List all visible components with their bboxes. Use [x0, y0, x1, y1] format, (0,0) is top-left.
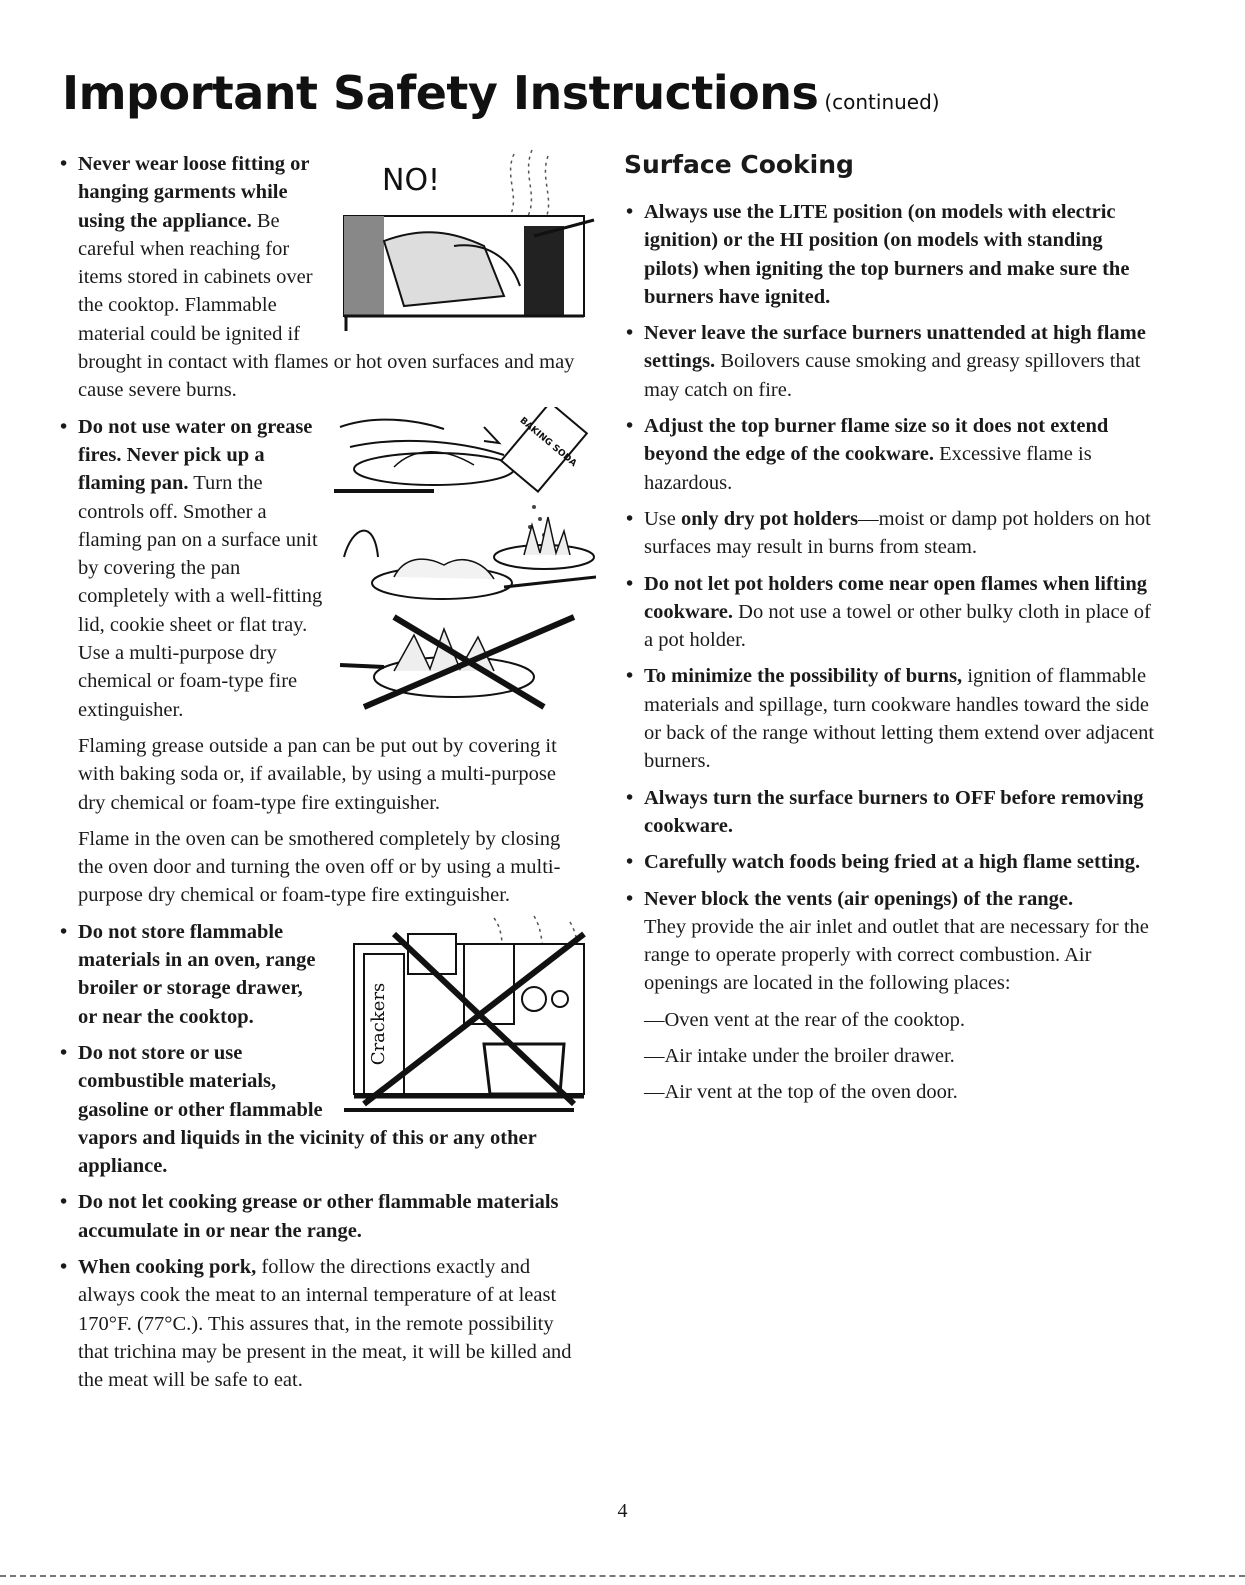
grease-fire-illustration: [334, 407, 596, 727]
oven-fire-paragraph: Flame in the oven can be smothered completely by closing the oven door and turning the oven off or by using a multi-purpose dry chemical or foam-type fire extinguisher.: [78, 827, 561, 907]
item-heading: Do not let cooking grease or other flammable materials accumulate in or near the range.: [78, 1191, 559, 1242]
safety-item-pot-holders-flames: [624, 570, 1162, 655]
bullet-icon: •: [626, 322, 634, 345]
bullet-icon: •: [60, 1041, 68, 1064]
item-text: Excessive flame is hazardous.: [644, 443, 1092, 494]
item-heading: Do not store or use combustible materials, gasoline or other flammable vapors and liquids in the vicinity of this or any other appliance.: [78, 1041, 537, 1178]
safety-item-dry-pot-holders: [624, 505, 1162, 562]
bullet-icon: •: [60, 920, 68, 943]
right-column: [624, 150, 1162, 1115]
safety-item-combustible: [58, 1039, 586, 1180]
item-heading: Do not use water on grease fires. Never pick up a flaming pan.: [78, 415, 313, 495]
item-heading: When cooking pork,: [78, 1255, 257, 1278]
item-heading: Carefully watch foods being fried at a high flame setting.: [644, 851, 1141, 874]
item-text: Do not use a towel or other bulky cloth in place of a pot holder.: [644, 600, 1151, 652]
safety-item-grease-accumulate: [58, 1188, 586, 1245]
bullet-icon: •: [60, 415, 68, 438]
bullet-icon: •: [60, 1255, 68, 1278]
item-text: Turn the controls off. Smother a flaming pan on a surface unit by covering the pan completely with a well-fitting lid, cookie sheet or flat tray. Use a multi-purpose dry chemical or foam-type fire extinguisher.: [78, 472, 323, 721]
safety-item-pork: [58, 1253, 586, 1394]
item-prefix: Use: [644, 507, 682, 530]
section-heading-surface-cooking: Surface Cooking: [624, 150, 854, 179]
item-heading: Never wear loose fitting or hanging garments while using the appliance.: [78, 153, 310, 232]
safety-item-burners-off: [624, 784, 1162, 841]
bullet-icon: •: [60, 1191, 68, 1214]
baking-soda-label: BAKING SODA: [517, 415, 579, 469]
safety-item-unattended: [624, 319, 1162, 404]
safety-item-loose-garments: [58, 150, 586, 405]
item-text: ignition of flammable materials and spillage, turn cookware handles toward the side or back of the range without letting them extend over adjacent burners.: [644, 665, 1155, 773]
bullet-icon: •: [626, 572, 634, 595]
no-label: NO!: [382, 163, 441, 198]
bullet-icon: •: [626, 786, 634, 809]
item-heading: Adjust the top burner flame size so it does not extend beyond the edge of the cookware.: [644, 415, 1109, 466]
grease-fire-paragraph-1: Flaming grease outside a pan can be put out by covering it with baking soda or, if available, by using a multi-purpose dry chemical or foam-type fire extinguisher.: [78, 734, 557, 814]
safety-item-vents: [624, 885, 1162, 998]
item-heading: Never leave the surface burners unattended at high flame settings.: [644, 322, 1146, 373]
item-text: They provide the air inlet and outlet that are necessary for the range to operate properly with correct combustion. Air openings are located in the following places:: [644, 915, 1149, 995]
page-number: 4: [617, 1500, 628, 1522]
bullet-icon: •: [626, 665, 634, 688]
vent-location-oven-vent: —Oven vent at the rear of the cooktop.: [644, 1008, 966, 1031]
crackers-label: Crackers: [368, 982, 389, 1066]
item-heading: Always use the LITE position (on models with electric ignition) or the HI position (on models with standing pilots) when igniting the top burners and make sure the burners have ignited.: [644, 201, 1130, 308]
item-heading: Do not let pot holders come near open flames when lifting cookware.: [644, 572, 1147, 623]
item-text: follow the directions exactly and always cook the meat to an internal temperature of at least 170°F. (77°C.). This assures that, in the remote possibility that trichina may be present in the meat, it will be killed and the meat will be safe to eat.: [78, 1255, 572, 1392]
bullet-icon: •: [626, 507, 634, 530]
safety-item-lite-position: [624, 198, 1162, 311]
bullet-icon: •: [626, 851, 634, 874]
item-heading: Always turn the surface burners to OFF before removing cookware.: [644, 786, 1144, 837]
item-heading: To minimize the possibility of burns,: [644, 665, 963, 688]
safety-item-watch-frying: [624, 848, 1162, 876]
safety-item-flame-size: [624, 412, 1162, 497]
bullet-icon: •: [60, 153, 68, 175]
title-continued-note: (continued): [824, 90, 940, 114]
no-loose-garments-illustration: [334, 146, 596, 331]
left-column: [58, 150, 586, 1402]
bullet-icon: •: [626, 415, 634, 438]
vent-location-air-intake: —Air intake under the broiler drawer.: [644, 1045, 955, 1068]
bullet-icon: •: [626, 887, 634, 910]
item-heading: Do not store flammable materials in an oven, range broiler or storage drawer, or near the cooktop.: [78, 920, 316, 1028]
safety-item-minimize-burns: [624, 662, 1162, 775]
item-text: Be careful when reaching for items stored in cabinets over the cooktop. Flammable material could be ignited if brought in contact with flames or hot oven surfaces and may cause severe burns.: [78, 209, 575, 402]
vent-location-door-vent: —Air vent at the top of the oven door.: [644, 1081, 958, 1104]
page-title: Important Safety Instructions (continued): [62, 66, 940, 120]
safety-item-store-flammable: [58, 918, 586, 1066]
safety-item-grease-fires: [58, 413, 586, 724]
item-text: Boilovers cause smoking and greasy spillovers that may catch on fire.: [644, 350, 1141, 401]
bullet-icon: •: [626, 201, 634, 223]
bottom-divider: [0, 1575, 1245, 1577]
item-heading: Never block the vents (air openings) of the range.: [644, 887, 1074, 910]
item-text: —moist or damp pot holders on hot surfaces may result in burns from steam.: [644, 507, 1151, 559]
item-heading: only dry pot holders: [681, 507, 859, 530]
